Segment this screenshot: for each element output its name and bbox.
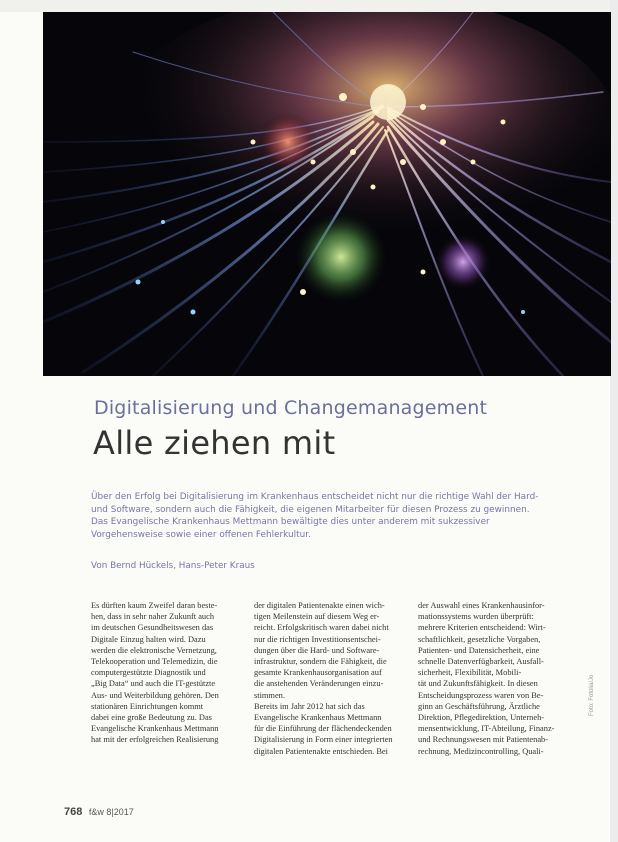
body-line: werden die elektronische Vernetzung, <box>91 645 217 655</box>
body-line: Es dürften kaum Zweifel daran beste- <box>91 601 218 610</box>
body-line: und Rechnungswesen mit Patientenab- <box>418 735 549 745</box>
body-line: stimmen. <box>254 690 285 700</box>
body-line: „Big Data“ und auch die IT-gestützte <box>91 679 216 689</box>
article-intro <box>91 491 561 541</box>
body-line: Digitalisierung in Form einer integrierten <box>254 735 393 745</box>
body-line: nur die richtigen Investitionsentschei- <box>254 634 381 644</box>
intro-line: Das Evangelische Krankenhaus Mettmann bewältigte dies unter anderem mit sukzessiver <box>91 517 490 528</box>
body-line: Digitale Einzug halten wird. Dazu <box>91 634 206 644</box>
body-line: schaftlichkeit, gesetzliche Vorgaben, <box>418 634 541 644</box>
body-line: tät und Zukunftsfähigkeit. In diesen <box>418 679 538 689</box>
body-line: digitalen Patientenakte entschieden. Bei <box>254 746 388 756</box>
body-line: tigen Meilenstein auf diesem Weg er- <box>254 612 380 622</box>
body-line: die anstehenden Veränderungen einzu- <box>254 679 384 689</box>
intro-line: Über den Erfolg bei Digitalisierung im Krankenhaus entscheidet nicht nur die richtige Wahl der Hard- <box>91 492 539 502</box>
body-line: im deutschen Gesundheitswesen das <box>91 623 214 633</box>
body-line: der digitalen Patientenakte einen wich- <box>254 601 385 610</box>
body-line: Entscheidungsprozess waren von Be- <box>418 690 544 700</box>
article-kicker: Digitalisierung und Changemanagement <box>94 397 488 419</box>
body-line: stationären Einrichtungen kommt <box>91 701 204 711</box>
body-line: reicht. Erfolgskritisch waren dabei nicht <box>254 623 389 633</box>
text-column-3 <box>418 600 582 757</box>
body-line: schnelle Datenverfügbarkeit, Ausfall- <box>418 657 544 667</box>
body-line: sicherheit, Flexibilität, Mobili- <box>418 668 522 678</box>
body-line: hen, dass in sehr naher Zukunft auch <box>91 612 215 622</box>
page-footer <box>64 806 134 818</box>
photo-credit: Foto: Fotolia/Jo <box>589 674 595 716</box>
page-edge-right <box>610 0 618 842</box>
text-column-2 <box>254 600 418 757</box>
body-line: mehrere Kriterien entscheidend: Wirt- <box>418 623 546 633</box>
body-line: mationssystems wurden überprüft: <box>418 612 534 622</box>
body-line: Telekooperation und Telemedizin, die <box>91 657 218 667</box>
body-line: Evangelische Krankenhaus Mettmann <box>254 713 382 723</box>
journal-name: f&w 8|2017 <box>88 807 134 817</box>
page-edge <box>0 0 618 12</box>
body-line: mensentwicklung, IT-Abteilung, Finanz- <box>418 724 555 734</box>
body-line: Patienten- und Datensicherheit, eine <box>418 645 540 655</box>
body-line: Direktion, Pflegedirektion, Unterneh- <box>418 713 545 723</box>
body-line: rechnung, Medizincontrolling, Quali- <box>418 746 544 756</box>
body-line: gesamte Krankenhausorganisation auf <box>254 668 382 678</box>
text-column-1 <box>91 600 255 746</box>
body-line: Evangelische Krankenhaus Mettmann <box>91 724 219 734</box>
body-line: infrastruktur, sondern die Fähigkeit, die <box>254 657 387 667</box>
article-title: Alle ziehen mit <box>93 424 336 462</box>
body-line: ginn an Geschäftsführung, Ärztliche <box>418 701 540 711</box>
body-line: hat mit der erfolgreichen Realisierung <box>91 735 219 745</box>
body-line: für die Einführung der flächendeckenden <box>254 724 392 734</box>
body-line: der Auswahl eines Krankenhausinfor- <box>418 601 545 610</box>
article-authors: Von Bernd Hückels, Hans-Peter Kraus <box>91 561 255 571</box>
intro-line: und Software, sondern auch die Fähigkeit, die eigenen Mitarbeiter für diesen Prozess zu gewinnen. <box>91 504 530 515</box>
intro-line: Vorgehensweise sowie einer offenen Fehlerkultur. <box>91 529 311 540</box>
hero-image <box>43 12 611 376</box>
body-line: Bereits im Jahr 2012 hat sich das <box>254 701 365 711</box>
body-line: dabei eine große Bedeutung zu. Das <box>91 713 212 723</box>
fiber-optic-illustration <box>43 12 611 376</box>
body-line: computergestützte Diagnostik und <box>91 668 206 678</box>
body-line: dungen über die Hard- und Software- <box>254 645 380 655</box>
page-number: 768 <box>64 806 83 818</box>
body-line: Aus- und Weiterbildung gehören. Den <box>91 690 219 700</box>
